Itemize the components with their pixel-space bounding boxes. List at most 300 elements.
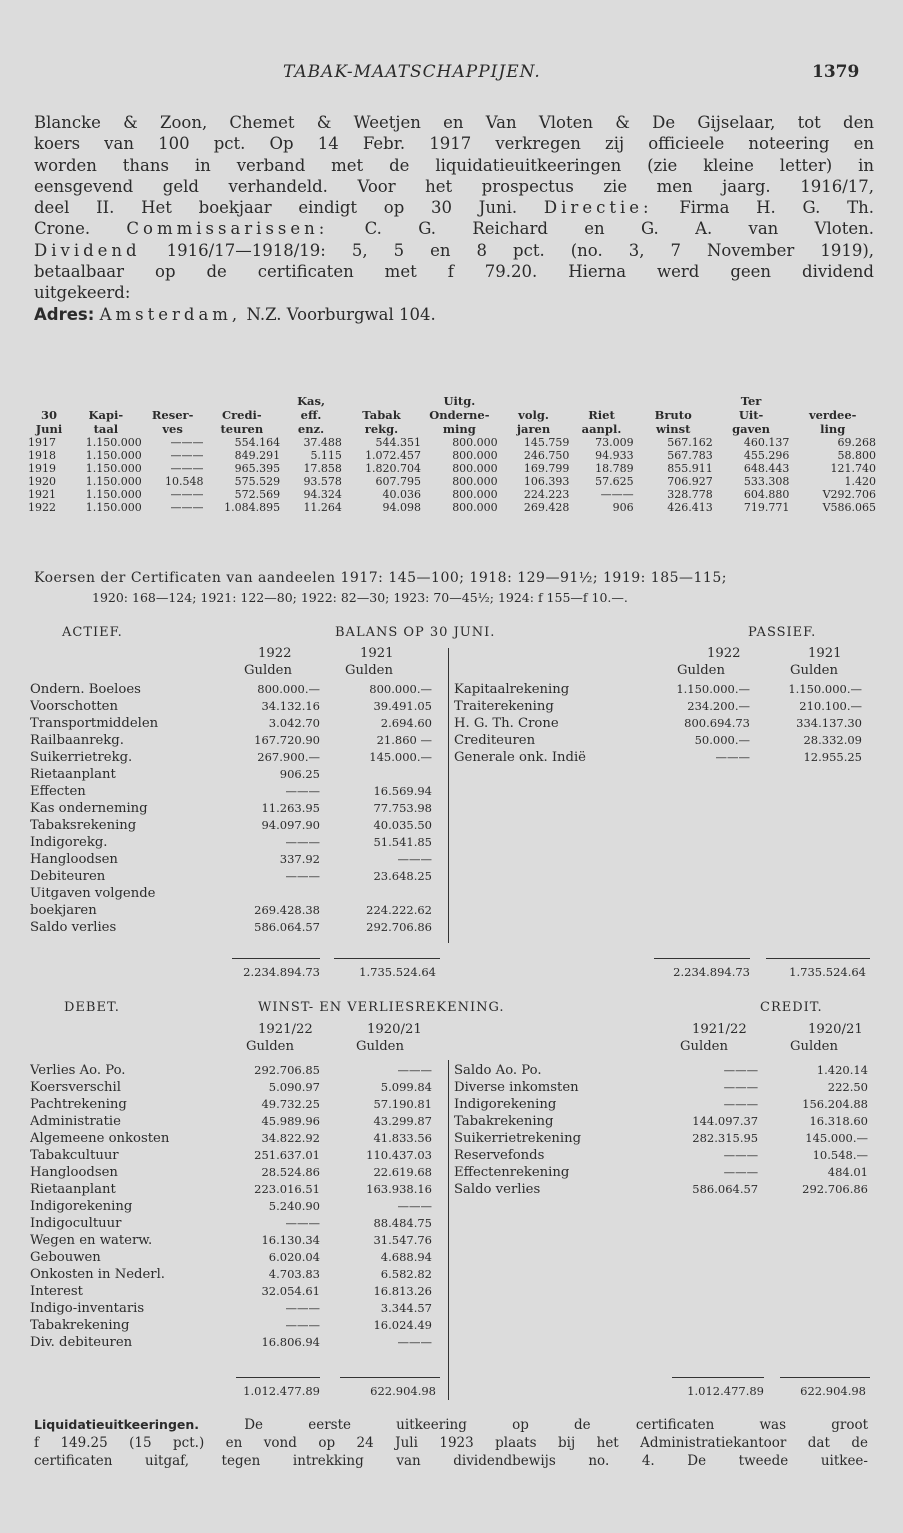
ledger-value: 334.137.30 (796, 716, 862, 730)
passief-list (454, 681, 868, 766)
stats-cell: verdee- (808, 408, 857, 422)
dividend-text: 1916/17—1918/19: 5, 5 en 8 pct. (no. 3, 7 November 1919), (166, 240, 875, 260)
ledger-row (30, 851, 440, 868)
stats-cell: 906 (612, 501, 634, 514)
ledger-value: 144.097.37 (692, 1114, 759, 1128)
adres-city: Amsterdam, (99, 304, 242, 324)
debet-total-2: 622.904.98 (370, 1384, 436, 1398)
ledger-value: 222.50 (827, 1080, 868, 1094)
stats-cell: 604.880 (743, 488, 790, 501)
ledger-row (30, 1113, 440, 1130)
stats-cell: Credi- (221, 408, 262, 422)
ledger-label: Interest (30, 1284, 83, 1299)
stats-cell: 800.000 (452, 501, 498, 514)
ledger-label: Effecten (30, 784, 86, 799)
ledger-value: 269.428.38 (254, 903, 320, 917)
balans-unit-3: Gulden (677, 663, 725, 678)
credit-total-rule-1 (672, 1377, 764, 1378)
intro-line: worden thans in verband met de liquidatieuitkeeringen (zie kleine letter) in (34, 155, 874, 175)
ledger-value: ——— (285, 869, 320, 883)
stats-cell: ——— (170, 462, 204, 475)
balans-year-2: 1921 (360, 646, 394, 661)
stats-cell: Reser- (151, 408, 194, 422)
ledger-value: 50.000.— (694, 733, 750, 747)
ledger-row (30, 1181, 440, 1198)
ledger-label: Pachtrekening (30, 1097, 127, 1112)
ledger-value: 4.703.83 (268, 1267, 320, 1281)
debet-list (30, 1062, 440, 1351)
actief-total-2: 1.735.524.64 (359, 965, 436, 979)
stats-cell: ——— (600, 488, 634, 501)
winst-unit-4: Gulden (790, 1039, 838, 1054)
stats-cell (28, 394, 70, 408)
ledger-value: ——— (285, 1216, 320, 1230)
stats-cell: Tabak (362, 408, 401, 422)
stats-cell: 11.264 (303, 501, 342, 514)
ledger-label: Rietaanplant (30, 767, 116, 782)
stats-cell: 800.000 (452, 488, 498, 501)
balans-year-4: 1921 (808, 646, 842, 661)
stats-row (28, 436, 876, 449)
ledger-label: Crediteuren (454, 733, 536, 748)
balans-year-1: 1922 (258, 646, 292, 661)
stats-cell: 426.413 (667, 501, 713, 514)
ledger-label: Uitgaven volgende (30, 886, 156, 901)
stats-cell: ming (442, 422, 476, 436)
stats-row (28, 462, 876, 475)
stats-cell: 855.911 (667, 462, 713, 475)
ledger-value: 145.000.— (369, 750, 432, 764)
ledger-row (454, 715, 868, 732)
credit-total-2: 622.904.98 (800, 1384, 866, 1398)
ledger-value: 234.200.— (687, 699, 750, 713)
stats-row (28, 488, 876, 501)
ledger-value: ——— (397, 1199, 432, 1213)
passief-total-2: 1.735.524.64 (789, 965, 866, 979)
ledger-value: 5.090.97 (268, 1080, 320, 1094)
balans-unit-2: Gulden (345, 663, 393, 678)
ledger-value: 22.619.68 (373, 1165, 432, 1179)
ledger-row (30, 902, 440, 919)
balans-year-3: 1922 (707, 646, 741, 661)
stats-cell: volg. (518, 408, 549, 422)
winst-unit-3: Gulden (680, 1039, 728, 1054)
ledger-row (30, 1317, 440, 1334)
credit-total-1: 1.012.477.89 (687, 1384, 764, 1398)
stats-cell: Uitg. (443, 394, 476, 408)
ledger-row (30, 817, 440, 834)
ledger-value: 32.054.61 (261, 1284, 320, 1298)
stats-cell: 1.150.000 (85, 462, 142, 475)
ledger-label: Gebouwen (30, 1250, 101, 1265)
ledger-value: 16.806.94 (261, 1335, 320, 1349)
ledger-value: 40.035.50 (373, 818, 432, 832)
ledger-label: Suikerrietrekg. (30, 750, 133, 765)
ledger-row (30, 1130, 440, 1147)
winst-divider (448, 1060, 449, 1400)
stats-cell: 94.324 (303, 488, 342, 501)
stats-cell: 94.933 (595, 449, 634, 462)
actief-list (30, 681, 440, 936)
stats-cell: 460.137 (743, 436, 790, 449)
footer-paragraph (34, 1416, 868, 1470)
ledger-row (454, 1062, 868, 1079)
koersen-line-1: Koersen der Certificaten van aandeelen 1917: 145—100; 1918: 129—91½; 1919: 185—115; (34, 570, 727, 586)
ledger-row (30, 1096, 440, 1113)
adres-line (34, 304, 874, 325)
ledger-value: ——— (715, 750, 750, 764)
stats-cell: 849.291 (234, 449, 281, 462)
ledger-label: Diverse inkomsten (454, 1080, 579, 1095)
ledger-row (30, 1062, 440, 1079)
ledger-value: 4.688.94 (380, 1250, 432, 1264)
ledger-value: 49.732.25 (261, 1097, 320, 1111)
stats-cell: 169.799 (523, 462, 570, 475)
ledger-value (320, 766, 432, 783)
balans-left-title: ACTIEF. (62, 625, 123, 640)
ledger-row (30, 783, 440, 800)
stats-cell: 455.296 (743, 449, 790, 462)
stats-cell: V586.065 (822, 501, 876, 514)
ledger-value: 3.042.70 (268, 716, 320, 730)
ledger-row (454, 732, 868, 749)
stats-cell: teuren (220, 422, 264, 436)
ledger-value: 16.318.60 (809, 1114, 868, 1128)
ledger-value: 800.000.— (369, 682, 432, 696)
ledger-label: Tabaksrekening (30, 818, 137, 833)
ledger-label: Effectenrekening (454, 1165, 570, 1180)
stats-cell: 246.750 (523, 449, 570, 462)
ledger-value: 10.548.— (812, 1148, 868, 1162)
stats-cell: gaven (732, 422, 770, 436)
ledger-value: 586.064.57 (692, 1182, 759, 1196)
stats-cell: 58.800 (837, 449, 876, 462)
ledger-value: 6.582.82 (380, 1267, 432, 1281)
ledger-value: 16.024.49 (373, 1318, 432, 1332)
ledger-row (30, 1334, 440, 1351)
ledger-label: Indigorekg. (30, 835, 108, 850)
ledger-value: 5.240.90 (268, 1199, 320, 1213)
directie-label: Directie: (543, 198, 653, 218)
ledger-value: 11.263.95 (261, 801, 320, 815)
actief-total-1: 2.234.894.73 (243, 965, 320, 979)
ledger-value: 292.706.85 (254, 1063, 320, 1077)
stats-cell: 40.036 (382, 488, 422, 501)
ledger-value: ——— (723, 1097, 759, 1111)
dividend-line (34, 240, 874, 261)
stats-cell: 10.548 (165, 475, 204, 488)
ledger-row (30, 1198, 440, 1215)
stats-cell: 93.578 (303, 475, 342, 488)
balans-title: BALANS OP 30 JUNI. (335, 625, 496, 640)
ledger-row (454, 1181, 868, 1198)
winst-right-title: CREDIT. (760, 1000, 823, 1015)
winst-year-4: 1920/21 (808, 1022, 863, 1037)
ledger-value: 110.437.03 (366, 1148, 432, 1162)
ledger-value: 16.569.94 (373, 784, 432, 798)
stats-cell: 1.084.895 (224, 501, 281, 514)
ledger-value: 1.150.000.— (676, 682, 750, 696)
footer-line-2: f 149.25 (15 pct.) en vond op 24 Juli 1923 plaats bij het Administratiekantoor dat de (34, 1435, 868, 1451)
page-header-title: TABAK-MAATSCHAPPIJEN. (283, 62, 541, 82)
ledger-row (454, 1096, 868, 1113)
passief-total-1: 2.234.894.73 (673, 965, 750, 979)
stats-header-row-2 (28, 408, 876, 422)
dividend-line-3: uitgekeerd: (34, 283, 131, 303)
ledger-value: 51.541.85 (373, 835, 432, 849)
ledger-value: ——— (397, 1335, 432, 1349)
stats-cell: 1921 (28, 488, 56, 501)
ledger-value: 57.190.81 (373, 1097, 432, 1111)
debet-total-rule-2 (340, 1377, 440, 1378)
stats-cell: 145.759 (523, 436, 570, 449)
actief-total-rule-2 (334, 958, 440, 959)
ledger-row (30, 885, 440, 902)
winst-left-title: DEBET. (64, 1000, 120, 1015)
stats-cell: 544.351 (375, 436, 422, 449)
ledger-label: Rietaanplant (30, 1182, 116, 1197)
winst-title: WINST- EN VERLIESREKENING. (258, 1000, 505, 1015)
crone-text: Crone. (34, 219, 91, 239)
ledger-label: H. G. Th. Crone (454, 716, 559, 731)
stats-cell: 1.820.704 (365, 462, 422, 475)
ledger-value: 6.020.04 (268, 1250, 320, 1264)
footer-line-3: certificaten uitgaf, tegen intrekking van dividendbewijs no. 4. De tweede uitkee- (34, 1453, 868, 1469)
stats-cell: ——— (170, 449, 204, 462)
stats-cell: ——— (170, 488, 204, 501)
ledger-row (30, 766, 440, 783)
stats-cell: 800.000 (452, 475, 498, 488)
stats-cell: 533.308 (743, 475, 790, 488)
stats-cell: Onderne- (429, 408, 490, 422)
ledger-label: Div. debiteuren (30, 1335, 133, 1350)
ledger-label: Generale onk. Indië (454, 750, 586, 765)
stats-cell: 706.927 (667, 475, 713, 488)
intro-line-text: deel II. Het boekjaar eindigt op 30 Juni. (34, 198, 518, 218)
stats-cell: 800.000 (452, 449, 498, 462)
stats-cell: 328.778 (667, 488, 713, 501)
ledger-value: 43.299.87 (373, 1114, 432, 1128)
ledger-row (454, 698, 868, 715)
stats-cell: Riet (588, 408, 615, 422)
ledger-value: ——— (723, 1063, 759, 1077)
ledger-label: Onkosten in Nederl. (30, 1267, 165, 1282)
intro-line: eensgevend geld verhandeld. Voor het prospectus zie men jaarg. 1916/17, (34, 176, 874, 196)
ledger-row (30, 715, 440, 732)
ledger-row (454, 1130, 868, 1147)
stats-cell: 73.009 (595, 436, 634, 449)
stats-cell: 69.268 (837, 436, 876, 449)
stats-cell: ling (820, 422, 846, 436)
ledger-row (30, 1266, 440, 1283)
stats-table-body (28, 394, 876, 514)
ledger-value: 41.833.56 (373, 1131, 432, 1145)
stats-cell: 965.395 (234, 462, 281, 475)
stats-cell: Kas, (297, 394, 325, 408)
ledger-row (30, 834, 440, 851)
ledger-label: Suikerrietrekening (454, 1131, 582, 1146)
ledger-row (454, 681, 868, 698)
ledger-value: 45.989.96 (261, 1114, 320, 1128)
ledger-label: Indigorekening (30, 1199, 133, 1214)
stats-cell: 5.115 (310, 449, 342, 462)
stats-cell: 1.072.457 (365, 449, 422, 462)
ledger-label: Algemeene onkosten (30, 1131, 170, 1146)
stats-header-row-1 (28, 394, 876, 408)
dividend-line-2: betaalbaar op de certificaten met f 79.20. Hierna werd geen dividend (34, 262, 874, 282)
stats-cell: 269.428 (523, 501, 570, 514)
stats-cell: enz. (297, 422, 325, 436)
commissarissen-line (34, 218, 874, 239)
stats-cell: rekg. (364, 422, 399, 436)
stats-cell: Bruto (654, 408, 692, 422)
stats-cell: Ter (740, 394, 762, 408)
stats-cell: 1922 (28, 501, 56, 514)
ledger-value: 292.706.86 (802, 1182, 868, 1196)
ledger-row (30, 1249, 440, 1266)
ledger-label: Hangloodsen (30, 852, 118, 867)
page-number: 1379 (812, 62, 860, 82)
stats-cell: 94.098 (382, 501, 422, 514)
ledger-value: 267.900.— (257, 750, 320, 764)
ledger-label: Railbaanrekg. (30, 733, 124, 748)
stats-cell: 1920 (28, 475, 56, 488)
stats-cell: Kapi- (88, 408, 124, 422)
stats-cell: aanpl. (581, 422, 622, 436)
ledger-label: Kas onderneming (30, 801, 148, 816)
ledger-label: Saldo verlies (454, 1182, 541, 1197)
stats-cell (569, 394, 633, 408)
ledger-value: 28.524.86 (261, 1165, 320, 1179)
stats-cell: 1919 (28, 462, 56, 475)
stats-cell (498, 394, 570, 408)
stats-cell: ves (162, 422, 183, 436)
stats-cell: jaren (516, 422, 551, 436)
winst-year-3: 1921/22 (692, 1022, 747, 1037)
intro-line: Blancke & Zoon, Chemet & Weetjen en Van Vloten & De Gijselaar, tot den (34, 113, 874, 132)
ledger-value: 39.491.05 (373, 699, 432, 713)
ledger-label: Kapitaalrekening (454, 682, 570, 697)
ledger-label: Saldo Ao. Po. (454, 1063, 542, 1078)
ledger-value: 1.420.14 (816, 1063, 868, 1077)
winst-year-2: 1920/21 (367, 1022, 422, 1037)
stats-cell: V292.706 (822, 488, 876, 501)
passief-total-rule-2 (766, 958, 870, 959)
ledger-value: 484.01 (827, 1165, 868, 1179)
ledger-row (454, 1164, 868, 1181)
ledger-label: Ondern. Boeloes (30, 682, 141, 697)
ledger-label: Indigocultuur (30, 1216, 122, 1231)
ledger-value: 223.016.51 (254, 1182, 320, 1196)
ledger-label: Debiteuren (30, 869, 106, 884)
stats-cell: 800.000 (452, 436, 498, 449)
stats-cell: 572.569 (234, 488, 281, 501)
ledger-value: 163.938.16 (366, 1182, 432, 1196)
stats-cell: Uit- (738, 408, 764, 422)
ledger-label: Koersverschil (30, 1080, 121, 1095)
ledger-value: 16.813.26 (373, 1284, 432, 1298)
stats-cell: 800.000 (452, 462, 498, 475)
ledger-value: 88.484.75 (373, 1216, 432, 1230)
ledger-label: Traiterekening (454, 699, 554, 714)
intro-line (34, 197, 874, 218)
ledger-value: 282.315.95 (692, 1131, 759, 1145)
ledger-row (30, 868, 440, 885)
ledger-label: Administratie (30, 1114, 121, 1129)
footer-text-1: De eerste uitkeering op de certificaten was groot (244, 1417, 869, 1433)
ledger-label: Hangloodsen (30, 1165, 118, 1180)
ledger-label: Wegen en waterw. (30, 1233, 153, 1248)
stats-cell: eff. (300, 408, 322, 422)
ledger-value: 16.130.34 (261, 1233, 320, 1247)
ledger-value: 145.000.— (805, 1131, 868, 1145)
winst-year-1: 1921/22 (258, 1022, 313, 1037)
stats-cell: 607.795 (375, 475, 422, 488)
dividend-label: Dividend (34, 240, 141, 260)
ledger-row (30, 1215, 440, 1232)
ledger-label: Reservefonds (454, 1148, 545, 1163)
ledger-row (30, 1164, 440, 1181)
ledger-value: ——— (285, 1301, 320, 1315)
stats-table (28, 394, 876, 514)
ledger-row (30, 749, 440, 766)
ledger-label: Saldo verlies (30, 920, 117, 935)
balans-divider (448, 648, 449, 943)
stats-cell: 37.488 (303, 436, 342, 449)
stats-cell: 554.164 (234, 436, 281, 449)
ledger-value: 77.753.98 (373, 801, 432, 815)
adres-label: Adres: (34, 304, 95, 324)
ledger-value: 3.344.57 (380, 1301, 432, 1315)
winst-unit-1: Gulden (246, 1039, 294, 1054)
stats-cell: 57.625 (595, 475, 634, 488)
stats-cell: 1917 (28, 436, 56, 449)
stats-cell: 1.150.000 (85, 475, 142, 488)
credit-total-rule-2 (780, 1377, 870, 1378)
footer-label: Liquidatieuitkeeringen. (34, 1417, 200, 1432)
stats-cell (70, 394, 142, 408)
stats-cell: 719.771 (743, 501, 790, 514)
ledger-value: 31.547.76 (373, 1233, 432, 1247)
ledger-row (30, 698, 440, 715)
stats-cell: 224.223 (523, 488, 570, 501)
ledger-value: ——— (723, 1148, 759, 1162)
commissarissen-value: C. G. Reichard en G. A. van Vloten. (364, 219, 874, 239)
ledger-row (30, 681, 440, 698)
stats-cell: 575.529 (234, 475, 281, 488)
stats-cell: Juni (35, 422, 63, 436)
ledger-value (320, 885, 432, 902)
ledger-row (30, 1283, 440, 1300)
ledger-value: ——— (285, 1318, 320, 1332)
stats-cell: winst (655, 422, 691, 436)
stats-cell: 17.858 (303, 462, 342, 475)
stats-row (28, 501, 876, 514)
ledger-value: ——— (723, 1165, 759, 1179)
intro-paragraph (34, 112, 874, 325)
debet-total-1: 1.012.477.89 (243, 1384, 320, 1398)
stats-cell: 648.443 (743, 462, 790, 475)
ledger-value: 23.648.25 (373, 869, 432, 883)
stats-cell (634, 394, 713, 408)
ledger-row (30, 1079, 440, 1096)
ledger-value: 5.099.84 (380, 1080, 432, 1094)
ledger-value: 167.720.90 (254, 733, 320, 747)
debet-total-rule-1 (236, 1377, 320, 1378)
adres-street: N.Z. Voorburgwal 104. (246, 304, 436, 324)
ledger-row (454, 1079, 868, 1096)
stats-cell: 106.393 (523, 475, 570, 488)
